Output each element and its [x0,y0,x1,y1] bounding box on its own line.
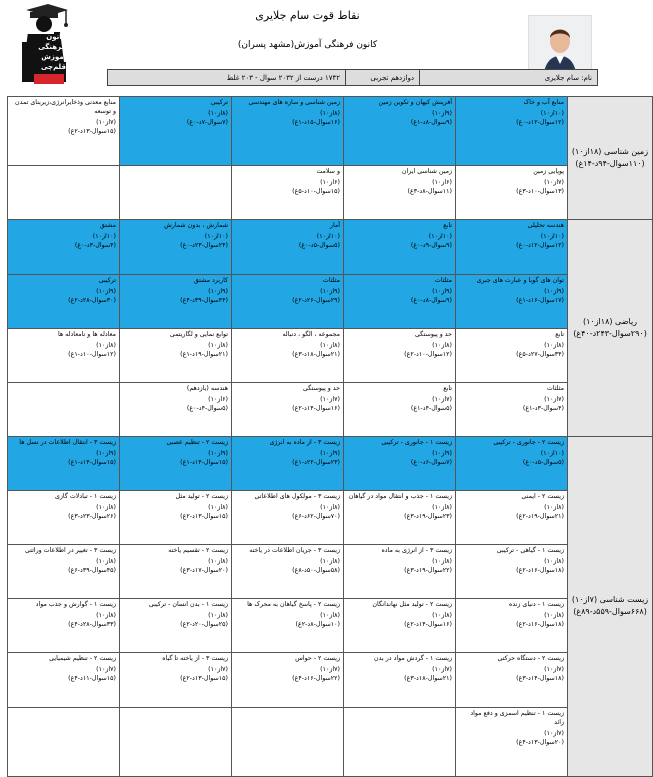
topic-score: (۱۰از۱۰) [92,233,116,241]
topic-stats: (۹سوال-۹د-۰غ) [410,242,452,250]
topic-score: (۶از۱۰) [432,179,452,187]
topic-cell [8,97,120,166]
topic-name: زیست ۳ - انتقال اطلاعات در نسل ها [19,438,116,446]
topic-stats: (۱۵سوال-۱۳د-۲غ) [68,128,116,135]
logo-word-3: آموزش [41,53,66,61]
topic-cell [120,599,232,653]
topic-score: (۸از۱۰) [208,341,228,349]
topic-stats: (۲۱سوال-۱۹د-۲غ) [516,513,564,521]
topic-score: (۹از۱۰) [432,287,452,295]
topic-cell [456,491,568,545]
table-row [8,220,653,274]
topic-cell [232,382,344,436]
topic-name: زیست ۱ - جذب و انتقال مواد در گیاهان [348,493,452,501]
topic-name: مثلثات [322,276,340,284]
topic-cell [120,220,232,274]
topic-score: (۱۰از۱۰) [316,233,340,241]
topic-name: زیست ۱ - تبادلات گازی [54,493,116,501]
topic-score: (۸از۱۰) [320,504,340,512]
topic-cell [120,436,232,490]
topic-stats: (۱۵سوال-۱۳د-۲غ) [180,675,228,683]
topic-name: زیست ۱ - دنیای زنده [509,601,564,609]
topic-score: (۸از۱۰) [432,612,452,620]
topic-stats: (۹سوال-۸د-۰غ) [410,296,452,304]
topic-stats: (۵سوال-۴د-۰غ) [186,404,228,412]
topic-score: (۹از۱۰) [432,110,452,117]
topic-score: (۷از۱۰) [96,119,116,126]
topic-cell [456,545,568,599]
topic-score: (۹از۱۰) [320,449,340,457]
table-row [8,545,653,599]
student-name: نام: سام جلایری [419,70,597,85]
topic-score: (۸از۱۰) [432,558,452,566]
topic-cell [456,436,568,490]
topic-cell [344,436,456,490]
table-row [8,436,653,490]
topic-score: (۸از۱۰) [208,612,228,620]
topic-stats: (۳۴سوال-۲۷د-۵غ) [516,350,564,358]
topic-stats: (۷سوال-۷د-۰غ) [186,119,228,126]
topic-score: (۶از۱۰) [208,395,228,403]
topic-name: زیست ۲ - ایمنی [521,493,564,501]
topic-cell [8,436,120,490]
topic-cell [456,599,568,653]
report-header [0,0,615,96]
topic-cell [120,328,232,382]
topic-name: حد و پیوستگی [414,330,452,338]
topic-cell [344,599,456,653]
overall-stats: ۱۷۴۲ درست از ۲۰۳۲ سوال - ۲۰۳ غلط [226,73,340,82]
topic-cell [232,436,344,490]
subject-summary-cell: ریاضی (۱۸از۱۰) (۲۹۰سوال-۲۴۳د-۴۰غ) [568,220,653,437]
topic-score: (۸از۱۰) [320,558,340,566]
topic-stats: (۱۵سوال-۱۴د-۱غ) [180,458,228,466]
topic-score: (۸از۱۰) [544,504,564,512]
topic-stats: (۱۷سوال-۱۶د-۱غ) [516,296,564,304]
topic-name: توان های گویا و عبارت های جبری [476,276,564,284]
topic-name: زیست ۳ - از یاخته تا گیاه [162,655,228,663]
topic-score: (۸از۱۰) [320,612,340,620]
topic-stats: (۲۱سوال-۱۸د-۳غ) [292,350,340,358]
table-row [8,166,653,220]
topic-name: مشتق [99,222,116,230]
topic-cell [344,545,456,599]
topic-stats: (۴۴سوال-۳۹د-۴غ) [180,296,228,304]
topic-stats: (۱۶سوال-۱۵د-۱غ) [292,119,340,126]
logo-word-1: کانون [46,33,66,41]
topic-stats: (۲۶سوال-۲۳د-۳غ) [68,513,116,521]
logo-word-4: قلم‌چی [40,63,66,71]
topic-score: (۱۰از۱۰) [540,110,564,117]
topic-cell [232,545,344,599]
topic-stats: (۷۰سوال-۶۲د-۶غ) [292,513,340,521]
topic-stats: (۱۵سوال-۱۱د-۴غ) [68,675,116,683]
topic-name: آمار [329,222,340,230]
topic-name: زیست ۱ - گیاهی - ترکیبی [496,547,564,555]
student-info-bar [107,69,598,86]
topic-score: (۷از۱۰) [432,666,452,674]
logo-word-2: فرهنگی [38,43,66,51]
topic-name: تابع [443,384,452,392]
topic-score: (۸از۱۰) [208,558,228,566]
topic-stats: (۱۸سوال-۱۴د-۳غ) [516,675,564,683]
topic-stats: (۲۲سوال-۱۶د-۴غ) [292,675,340,683]
topic-cell [232,274,344,328]
topic-cell [456,653,568,707]
topic-cell [120,653,232,707]
empty-cell [344,707,456,776]
subject-summary-cell: زمین شناسی (۱۸از۱۰) (۱۱۰سوال-۹۴د-۱۴غ) [568,97,653,220]
page-subtitle: کانون فرهنگی آموزش(مشهد پسران) [237,40,378,50]
topic-cell [120,491,232,545]
topic-name: زیست ۲ - پاسخ گیاهان به محرک ها [247,601,340,609]
topic-cell [8,545,120,599]
topic-score: (۸از۱۰) [208,504,228,512]
topic-cell [232,220,344,274]
topic-cell [344,382,456,436]
topic-score: (۹از۱۰) [544,287,564,295]
topic-name: مثلثات [434,276,452,284]
topic-name: کاربرد مشتق [193,276,228,284]
topic-name: و سلامت [316,168,340,176]
topic-name: زیست ۱ - گوارش و جذب مواد [35,601,116,609]
topic-score: (۹از۱۰) [96,287,116,295]
topic-cell [232,599,344,653]
topic-cell [344,274,456,328]
topic-score: (۷از۱۰) [544,179,564,187]
topic-stats: (۱۸سوال-۱۶د-۲غ) [516,621,564,629]
topic-stats: (۱۲سوال-۱۲د-۰غ) [516,119,564,126]
empty-cell [232,707,344,776]
topic-name: هندسه تحلیلی [527,222,564,230]
topic-cell [8,328,120,382]
topic-cell [344,328,456,382]
topic-stats: (۱۱سوال-۸د-۳غ) [407,188,452,196]
topic-cell [8,220,120,274]
topic-score: (۷از۱۰) [208,666,228,674]
topic-name: زیست ۳ - جریان اطلاعات در یاخته [249,547,340,555]
topic-score: (۱۰از۱۰) [428,233,452,241]
topic-stats: (۴سوال-۳د-۰غ) [74,242,116,250]
topic-score: (۸از۱۰) [96,612,116,620]
topic-cell [232,97,344,166]
topic-stats: (۲۵سوال-۲۰د-۲غ) [180,621,228,629]
topic-stats: (۴۵سوال-۳۹د-۶غ) [68,567,116,575]
topic-name: زیست ۲ - تنظیم عصبی [166,438,228,446]
topic-score: (۹از۱۰) [208,287,228,295]
topic-score: (۷از۱۰) [544,666,564,674]
topic-name: مجموعه ، الگو ، دنباله [282,330,340,338]
topic-stats: (۱۵سوال-۱۰د-۵غ) [292,188,340,196]
topic-stats: (۴سوال-۳د-۱غ) [522,404,564,412]
topic-name: زیست ۲ - تقسیم یاخته [168,547,228,555]
empty-cell [8,707,120,776]
topic-stats: (۷سوال-۶د-۰غ) [410,458,452,466]
topic-score: (۸از۱۰) [544,341,564,349]
topic-cell [120,274,232,328]
topic-score: (۷از۱۰) [544,729,564,737]
topic-score: (۸از۱۰) [96,558,116,566]
topic-stats: (۱۲سوال-۱۰د-۲غ) [404,350,452,358]
topic-score: (۸از۱۰) [432,341,452,349]
topic-cell [456,382,568,436]
topic-stats: (۱۲سوال-۱۰د-۱غ) [68,350,116,358]
topic-stats: (۲۰سوال-۱۳د-۴غ) [516,738,564,746]
topic-score: (۸از۱۰) [320,110,340,117]
topic-stats: (۲۲سوال-۱۹د-۳غ) [404,567,452,575]
topic-stats: (۵سوال-۴د-۱غ) [410,404,452,412]
topic-stats: (۲۰سوال-۱۷د-۳غ) [180,567,228,575]
topic-name: زیست ۲ - جانوری - ترکیبی [493,438,564,446]
empty-cell [8,166,120,220]
topic-name: مثلثات [546,384,564,392]
topic-score: (۸از۱۰) [208,110,228,117]
topic-name: زیست ۳ - تغییر در اطلاعات وراثتی [24,547,116,555]
topic-stats: (۵سوال-۵د-۰غ) [298,242,340,250]
topic-name: زیست ۲ - تولید مثل [175,493,228,501]
topic-stats: (۲۳سوال-۱۹د-۳غ) [404,513,452,521]
empty-cell [8,382,120,436]
topic-name: هندسه (یازدهم) [186,384,228,392]
table-row [8,328,653,382]
topic-name: زیست ۱ - جانوری - ترکیبی [381,438,452,446]
table-row [8,491,653,545]
topic-score: (۹از۱۰) [320,287,340,295]
topic-name: زیست ۱ - بدن انسان - ترکیبی [148,601,228,609]
topic-stats: (۲۱سوال-۱۸د-۳غ) [404,675,452,683]
topic-name: زیست ۲ - دستگاه حرکتی [497,655,564,663]
topic-name: شمارش ، بدون شمارش [164,222,228,230]
topic-score: (۱۰از۱۰) [204,233,228,241]
topic-cell [232,653,344,707]
topic-cell [8,599,120,653]
topic-score: (۸از۱۰) [432,504,452,512]
topic-stats: (۵۸سوال-۵۰د-۸غ) [292,567,340,575]
topic-name: زیست ۳ - از انرژی به ماده [381,547,452,555]
topic-stats: (۱۰سوال-۸د-۲غ) [295,621,340,629]
topic-stats: (۲۳سوال-۲۲د-۱غ) [292,458,340,466]
topic-stats: (۲۱سوال-۱۹د-۱غ) [180,350,228,358]
table-row [8,274,653,328]
table-row [8,599,653,653]
topic-cell [120,382,232,436]
table-row [8,97,653,166]
topic-score: (۹از۱۰) [96,449,116,457]
topic-score: (۹از۱۰) [432,449,452,457]
topic-stats: (۹سوال-۸د-۱غ) [410,119,452,126]
table-row [8,707,653,776]
topic-cell [456,97,568,166]
topic-name: تابع [555,330,564,338]
topic-cell [456,274,568,328]
strengths-table [7,96,653,777]
topic-score: (۸از۱۰) [96,504,116,512]
topic-score: (۷از۱۰) [432,395,452,403]
empty-cell [120,166,232,220]
topic-name: معادله ها و نامعادله ها [57,330,116,338]
topic-score: (۸از۱۰) [96,341,116,349]
topic-name: زیست ۲ - تولید مثل نهاندانگان [372,601,452,609]
topic-cell [232,166,344,220]
topic-cell [8,653,120,707]
topic-score: (۸از۱۰) [320,341,340,349]
topic-name: زیست ۳ - از ماده به انرژی [269,438,340,446]
topic-cell [344,491,456,545]
topic-stats: (۲۹سوال-۲۶د-۲غ) [292,296,340,304]
topic-name: آفرینش کیهان و تکوین زمین [378,99,452,106]
topic-score: (۷از۱۰) [320,395,340,403]
topic-stats: (۵سوال-۵د-۰غ) [522,458,564,466]
table-row [8,653,653,707]
topic-cell [456,166,568,220]
empty-cell [120,707,232,776]
topic-name: منابع آب و خاک [523,99,564,106]
topic-cell [8,274,120,328]
topic-stats: (۱۶سوال-۱۴د-۲غ) [404,621,452,629]
topic-stats: (۱۸سوال-۱۶د-۲غ) [516,567,564,575]
topic-name: زیست ۳ - مولکول های اطلاعاتی [254,493,340,501]
topic-cell [456,707,568,776]
topic-stats: (۱۲سوال-۱۲د-۰غ) [516,242,564,250]
topic-cell [344,166,456,220]
topic-score: (۸از۱۰) [544,558,564,566]
topic-cell [232,328,344,382]
topic-stats: (۱۶سوال-۱۴د-۲غ) [292,404,340,412]
topic-name: زمین شناسی و سازه های مهندسی [248,99,340,106]
topic-stats: (۲۴سوال-۲۳د-۰غ) [180,242,228,250]
topic-name: زیست ۱ - گردش مواد در بدن [374,655,452,663]
topic-cell [120,97,232,166]
topic-cell [232,491,344,545]
topic-cell [344,97,456,166]
topic-cell [344,220,456,274]
topic-name: پویایی زمین [533,168,564,176]
topic-cell [120,545,232,599]
subject-summary-cell: زیست شناسی (۷از۱۰) (۶۶۸سوال-۵۵۹د-۸۹غ) [568,436,653,776]
topic-name: ترکیبی [210,99,228,106]
topic-name: حد و پیوستگی [302,384,340,392]
topic-score: (۹از۱۰) [208,449,228,457]
topic-stats: (۱۵سوال-۱۴د-۱غ) [68,458,116,466]
topic-cell [456,328,568,382]
topic-stats: (۱۳سوال-۱۰د-۳غ) [516,188,564,196]
page-title: نقاط قوت سام جلایری [255,9,360,22]
topic-score: (۷از۱۰) [96,666,116,674]
topic-name: توابع نمایی و لگاریتمی [169,330,228,338]
topic-score: (۸از۱۰) [544,612,564,620]
topic-stats: (۱۵سوال-۱۳د-۲غ) [180,513,228,521]
topic-name: زیست ۱ - تنظیم اسمزی و دفع مواد زائد [470,709,564,726]
topic-name: ترکیبی [98,276,116,284]
topic-name: منابع معدنی وذخایرانرژی،زیربنای تمدن و توسعه [15,99,116,115]
topic-score: (۷از۱۰) [544,395,564,403]
topic-cell [456,220,568,274]
topic-score: (۱۰از۱۰) [540,233,564,241]
topic-score: (۷از۱۰) [320,666,340,674]
topic-name: زیست ۲ - تنظیم شیمیایی [49,655,116,663]
topic-score: (۶از۱۰) [320,179,340,187]
topic-stats: (۳۳سوال-۲۸د-۴غ) [68,621,116,629]
topic-name: تابع [443,222,452,230]
topic-score: (۱۰از۱۰) [540,449,564,457]
topic-name: زیست ۲ - حواس [295,655,340,663]
topic-cell [8,491,120,545]
student-grade: دوازدهم تجربی [345,70,419,85]
topic-cell [344,653,456,707]
table-row [8,382,653,436]
topic-stats: (۳۰سوال-۲۸د-۲غ) [68,296,116,304]
topic-name: زمین شناسی ایران [401,168,452,176]
